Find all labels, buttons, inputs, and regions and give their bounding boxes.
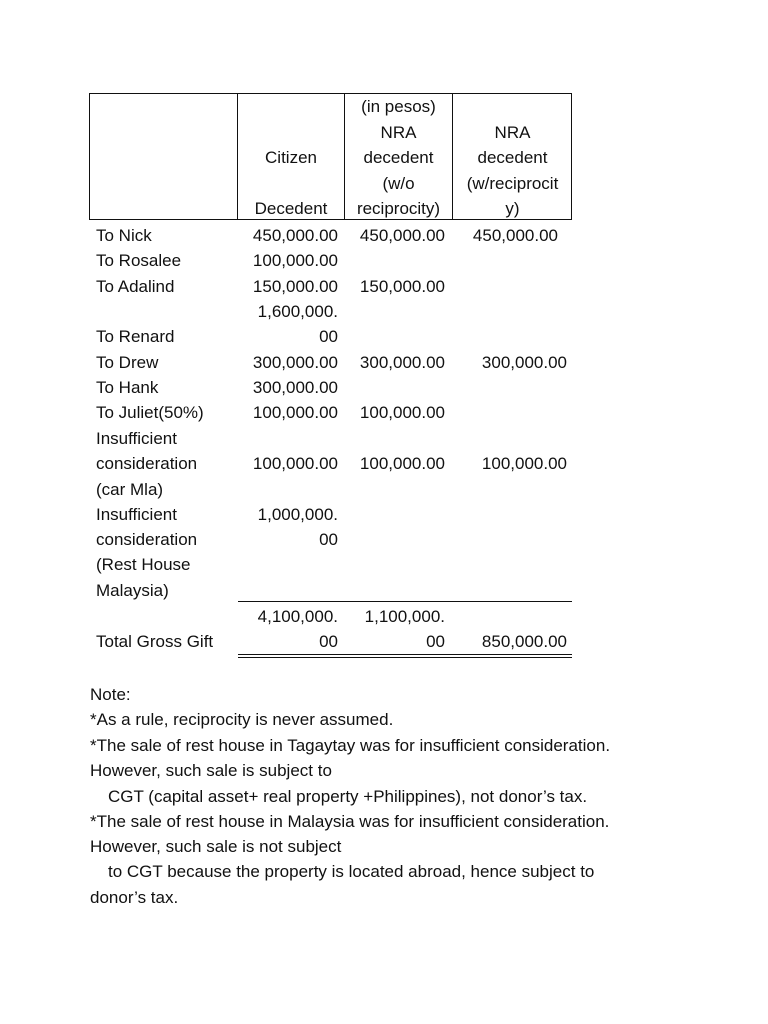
cell-nra-wo: 100,000.00 <box>359 403 445 422</box>
cell-nra-wo: 300,000.00 <box>359 353 445 372</box>
cell-citizen: 100,000.00 <box>252 251 338 270</box>
total-citizen: 4,100,000. <box>257 607 338 626</box>
row-label: To Hank <box>96 378 159 397</box>
cell-citizen: 300,000.00 <box>252 353 338 372</box>
row-label: Malaysia) <box>96 581 169 600</box>
total-nra-wo: 1,100,000. <box>364 607 445 626</box>
total-double-rule <box>238 654 572 655</box>
cell-nra-w: 450,000.00 <box>472 226 558 245</box>
cell-citizen: 00 <box>319 327 338 346</box>
header-decedent: Decedent <box>254 199 328 218</box>
cell-citizen: 300,000.00 <box>252 378 338 397</box>
row-label: To Renard <box>96 327 175 346</box>
row-label: (Rest House <box>96 555 191 574</box>
note-heading: Note: <box>90 685 131 704</box>
header-nra-w-line: (w/reciprocit <box>466 174 559 193</box>
cell-citizen: 00 <box>319 530 338 549</box>
row-label: To Adalind <box>96 277 175 296</box>
note-line: *The sale of rest house in Tagaytay was for insufficient consideration. <box>90 736 611 755</box>
cell-citizen: 150,000.00 <box>252 277 338 296</box>
total-nra-wo: 00 <box>426 632 445 651</box>
row-label: To Nick <box>96 226 152 245</box>
header-nra-wo-line: decedent <box>363 148 434 167</box>
row-label: To Juliet(50%) <box>96 403 204 422</box>
total-label: Total Gross Gift <box>96 632 214 651</box>
cell-nra-wo: 100,000.00 <box>359 454 445 473</box>
header-nra-wo-line: (in pesos) <box>361 97 436 116</box>
note-line: However, such sale is subject to <box>90 761 332 780</box>
cell-citizen: 100,000.00 <box>252 454 338 473</box>
header-nra-w-line: y) <box>505 199 520 218</box>
header-nra-wo-line: (w/o <box>382 174 415 193</box>
total-nra-w: 850,000.00 <box>481 632 567 651</box>
note-line: to CGT because the property is located abroad, hence subject to <box>108 862 595 881</box>
row-label: consideration <box>96 454 198 473</box>
header-nra-wo-line: reciprocity) <box>356 199 441 218</box>
row-label: To Drew <box>96 353 159 372</box>
cell-nra-w: 300,000.00 <box>481 353 567 372</box>
cell-citizen: 1,600,000. <box>257 302 338 321</box>
cell-citizen: 1,000,000. <box>257 505 338 524</box>
cell-nra-wo: 150,000.00 <box>359 277 445 296</box>
note-line: donor’s tax. <box>90 888 179 907</box>
header-nra-wo-line: NRA <box>380 123 417 142</box>
header-nra-w-line: NRA <box>494 123 531 142</box>
total-top-rule <box>238 601 572 602</box>
note-line: However, such sale is not subject <box>90 837 342 856</box>
row-label: To Rosalee <box>96 251 182 270</box>
total-citizen: 00 <box>319 632 338 651</box>
row-label: consideration <box>96 530 198 549</box>
row-label: Insufficient <box>96 505 177 524</box>
header-nra-w-line: decedent <box>477 148 548 167</box>
row-label: Insufficient <box>96 429 177 448</box>
note-line: CGT (capital asset+ real property +Philippines), not donor’s tax. <box>108 787 588 806</box>
note-line: *The sale of rest house in Malaysia was for insufficient consideration. <box>90 812 610 831</box>
note-line: *As a rule, reciprocity is never assumed. <box>90 710 394 729</box>
total-double-rule <box>238 657 572 658</box>
header-citizen: Citizen <box>265 148 317 167</box>
cell-nra-wo: 450,000.00 <box>359 226 445 245</box>
row-label: (car Mla) <box>96 480 164 499</box>
cell-citizen: 100,000.00 <box>252 403 338 422</box>
cell-citizen: 450,000.00 <box>252 226 338 245</box>
cell-nra-w: 100,000.00 <box>481 454 567 473</box>
